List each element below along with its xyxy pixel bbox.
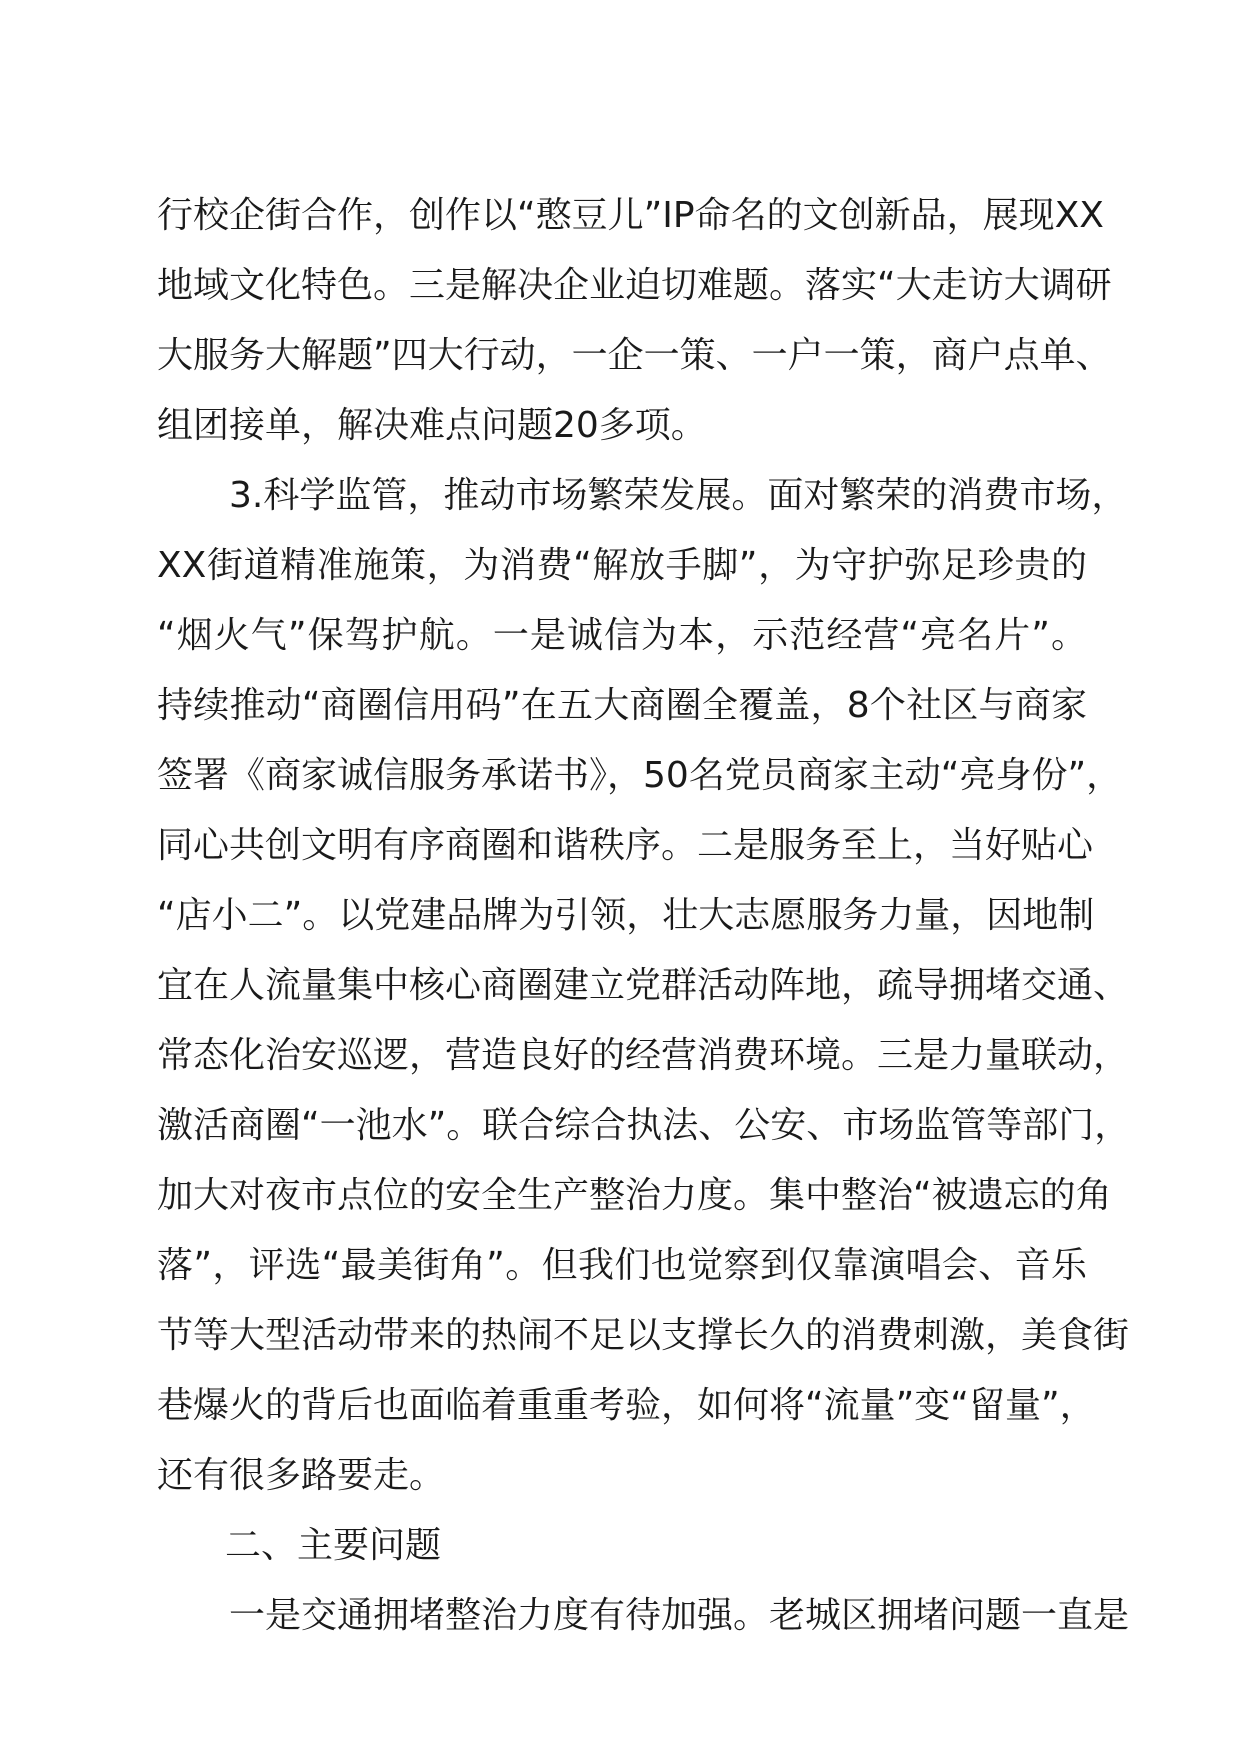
text-line: 持续推动“商圈信用码”在五大商圈全覆盖，8个社区与商家 [157, 685, 1087, 726]
text-line: 激活商圈“一池水”。联合综合执法、公安、市场监管等部门， [157, 1105, 1131, 1146]
text-line: 节等大型活动带来的热闹不足以支撑长久的消费刺激，美食街 [157, 1315, 1130, 1356]
text-line: 巷爆火的背后也面临着重重考验，如何将“流量”变“留量”， [157, 1385, 1096, 1426]
text-line: 3.科学监管，推动市场繁荣发展。面对繁荣的消费市场， [229, 475, 1128, 516]
text-line: 同心共创文明有序商圈和谐秩序。二是服务至上，当好贴心 [157, 825, 1094, 866]
text-line: 行校企街合作，创作以“憨豆儿”IP命名的文创新品，展现XX [157, 195, 1104, 236]
document-page [157, 181, 1131, 1651]
text-line: 加大对夜市点位的安全生产整治力度。集中整治“被遗忘的角 [157, 1175, 1112, 1216]
text-line: 签署《商家诚信服务承诺书》，50名党员商家主动“亮身份”， [157, 755, 1123, 796]
text-line: 落”，评选“最美街角”。但我们也觉察到仅靠演唱会、音乐 [157, 1245, 1087, 1286]
text-line: 常态化治安巡逻，营造良好的经营消费环境。三是力量联动， [157, 1035, 1130, 1076]
text-line: “店小二”。以党建品牌为引领，壮大志愿服务力量，因地制 [157, 895, 1095, 936]
text-line: 地域文化特色。三是解决企业迫切难题。落实“大走访大调研 [157, 265, 1112, 306]
section-heading: 二、主要问题 [225, 1525, 442, 1566]
text-line: 组团接单，解决难点问题20多项。 [157, 405, 707, 446]
text-line: 大服务大解题”四大行动，一企一策、一户一策，商户点单、 [157, 335, 1112, 376]
text-line: “烟火气”保驾护航。一是诚信为本，示范经营“亮名片”。 [157, 615, 1087, 656]
text-line: 一是交通拥堵整治力度有待加强。老城区拥堵问题一直是 [229, 1595, 1130, 1636]
text-line: 还有很多路要走。 [157, 1455, 446, 1496]
text-line: 宜在人流量集中核心商圈建立党群活动阵地，疏导拥堵交通、 [157, 965, 1130, 1006]
text-line: XX街道精准施策，为消费“解放手脚”，为守护弥足珍贵的 [157, 545, 1087, 586]
